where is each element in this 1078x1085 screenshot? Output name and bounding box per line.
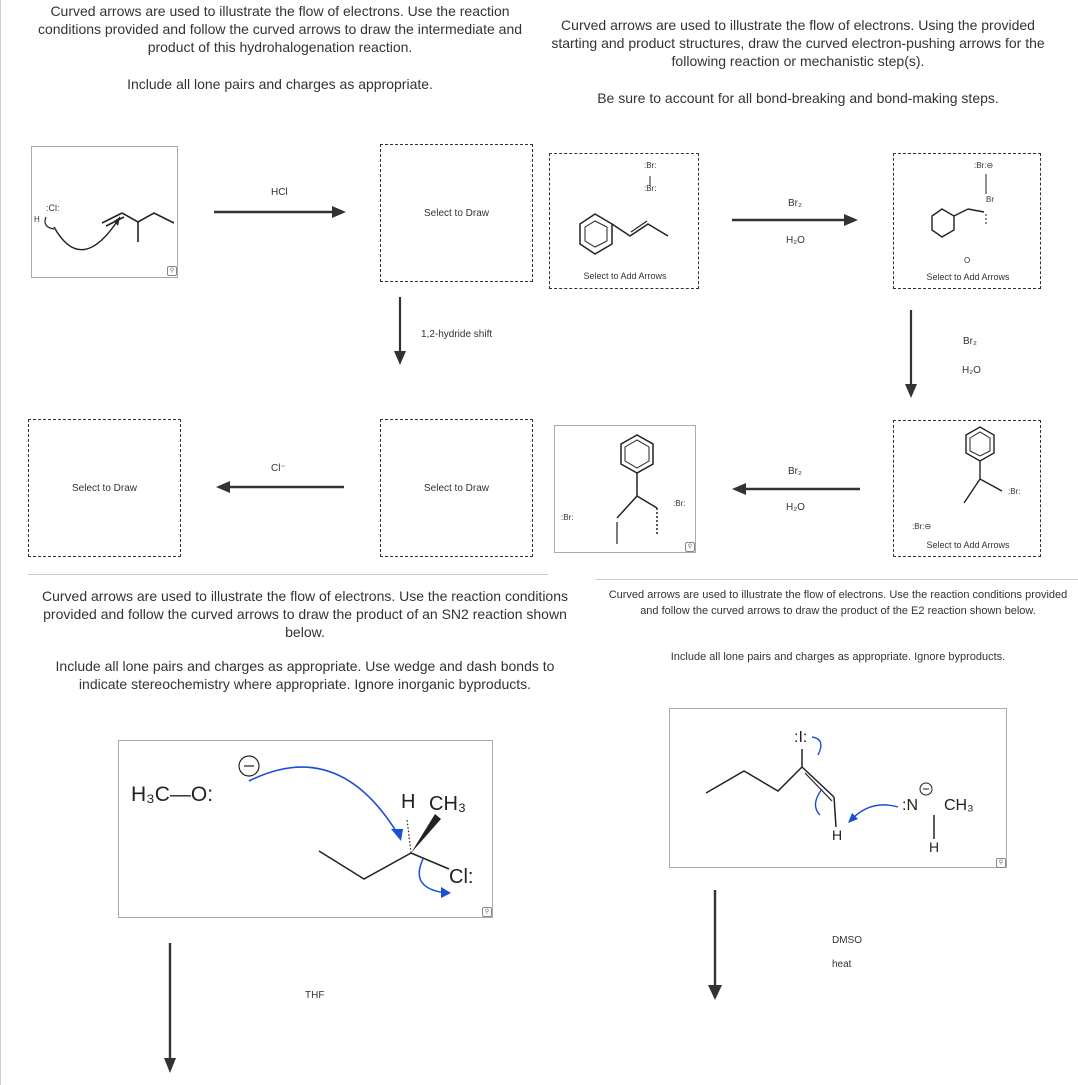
q3-arrow-down (164, 943, 176, 1075)
select-to-add-arrows-label: Select to Add Arrows (926, 272, 1010, 282)
h-label: H (401, 791, 416, 813)
q1-arrow-right (214, 206, 354, 218)
q2-arrow-right (732, 214, 862, 226)
br-substituent: :Br: (1008, 487, 1021, 496)
q3-note: Include all lone pairs and charges as appropriate. Use wedge and dash bonds to indicate stereochemistry where appropriate. Ignore inorganic byproducts. (55, 658, 555, 692)
q2-reagent-h2o: H₂O (786, 235, 805, 246)
section-divider (596, 579, 1078, 580)
bromonium-skeleton (894, 154, 1042, 290)
q2-instructions: Curved arrows are used to illustrate the flow of electrons. Using the provided starting and product structures, draw the curved electron-pushing arrows for the following reaction or mechanistic step(s). (551, 17, 1045, 69)
br-anion: :Br: (561, 513, 574, 522)
br-anion: :Br:⊖ (974, 161, 994, 170)
zoom-icon[interactable]: ⚲ (482, 907, 492, 917)
left-border (0, 0, 1, 1085)
q1-reagent-chloride: Cl⁻ (271, 463, 286, 474)
q3-sn2-structure[interactable] (118, 740, 493, 918)
ch3-label: CH₃ (429, 793, 467, 815)
e2-skeleton (670, 709, 1008, 869)
zoom-icon[interactable]: ⚲ (685, 542, 695, 552)
iodine-label: :I: (794, 729, 808, 746)
zoom-icon[interactable]: ⚲ (996, 858, 1006, 868)
q2-reagent-h2o: H₂O (962, 365, 981, 376)
styrene-skeleton (550, 154, 700, 290)
q4-arrow-down (708, 890, 722, 1000)
select-to-add-arrows-label: Select to Add Arrows (926, 540, 1010, 550)
q3-instructions: Curved arrows are used to illustrate the flow of electrons. Use the reaction conditions provided and follow the curved arrows to draw the product of an SN2 reaction shown below. (41, 588, 569, 640)
q3-solvent: THF (305, 990, 325, 1001)
q2-note: Be sure to account for all bond-breaking and bond-making steps. (597, 90, 999, 106)
br-atom: :Br: (644, 161, 657, 170)
alkene-skeleton (32, 147, 179, 279)
methoxide-label: H₃C—O: (131, 783, 214, 806)
q4-condition-dmso: DMSO (832, 935, 862, 946)
q1-h-atom: H (34, 215, 40, 224)
br-plus: Br (986, 195, 994, 204)
q1-product-box[interactable] (28, 419, 181, 557)
zoom-icon[interactable]: ⚲ (167, 266, 177, 276)
q2-oxonium-box[interactable] (893, 420, 1041, 557)
q2-arrow-left (732, 483, 862, 495)
q2-arrow-down (905, 310, 917, 400)
br-substituent: :Br: (673, 499, 686, 508)
br-atom: :Br: (644, 184, 657, 193)
q2-reagent-h2o: H₂O (786, 502, 805, 513)
q4-condition-heat: heat (832, 959, 852, 970)
cl-label: Cl: (449, 866, 474, 888)
q2-bromonium-box[interactable] (893, 153, 1041, 289)
h-n-label: H (929, 839, 940, 855)
q4-instructions: Curved arrows are used to illustrate the flow of electrons. Use the reaction conditions provided and follow the curved arrows to draw the product of the E2 reaction shown below. (608, 589, 1068, 617)
bromohydrin-skeleton (555, 426, 697, 554)
q1-cl-atom: :Cl: (46, 203, 60, 213)
q1-carbocation-box[interactable] (380, 419, 533, 557)
select-to-draw-label: Select to Draw (423, 483, 490, 494)
q2-product-structure[interactable] (554, 425, 696, 553)
q1-arrow-left (214, 481, 354, 493)
sn2-skeleton (119, 741, 494, 919)
q1-start-structure[interactable] (31, 146, 178, 278)
q2-reagent-br2: Br₂ (963, 336, 977, 347)
q1-hydride-shift: 1,2-hydride shift (421, 329, 493, 340)
q2-start-box[interactable] (549, 153, 699, 289)
q1-intermediate-box[interactable] (380, 144, 533, 282)
q4-e2-structure[interactable] (669, 708, 1007, 868)
q1-note: Include all lone pairs and charges as appropriate. (127, 76, 433, 92)
q1-reagent-hcl: HCl (271, 187, 288, 198)
ch3-label: CH₃ (944, 797, 974, 814)
q1-instructions: Curved arrows are used to illustrate the flow of electrons. Use the reaction conditions provided and follow the curved arrows to draw the intermediate and product of this hydrohalogenation reaction. (37, 3, 523, 55)
q2-reagent-br2: Br₂ (788, 466, 802, 477)
section-divider (28, 574, 548, 575)
br-anion: :Br:⊖ (912, 522, 932, 531)
q1-arrow-down (394, 297, 406, 367)
amide-n-label: :N (902, 797, 918, 814)
h-beta-label: H (832, 827, 843, 843)
select-to-add-arrows-label: Select to Add Arrows (583, 271, 667, 281)
q2-reagent-br2: Br₂ (788, 198, 802, 209)
q4-note: Include all lone pairs and charges as appropriate. Ignore byproducts. (670, 651, 1006, 663)
water-o: O (964, 256, 971, 265)
select-to-draw-label: Select to Draw (423, 208, 490, 219)
select-to-draw-label: Select to Draw (71, 483, 138, 494)
